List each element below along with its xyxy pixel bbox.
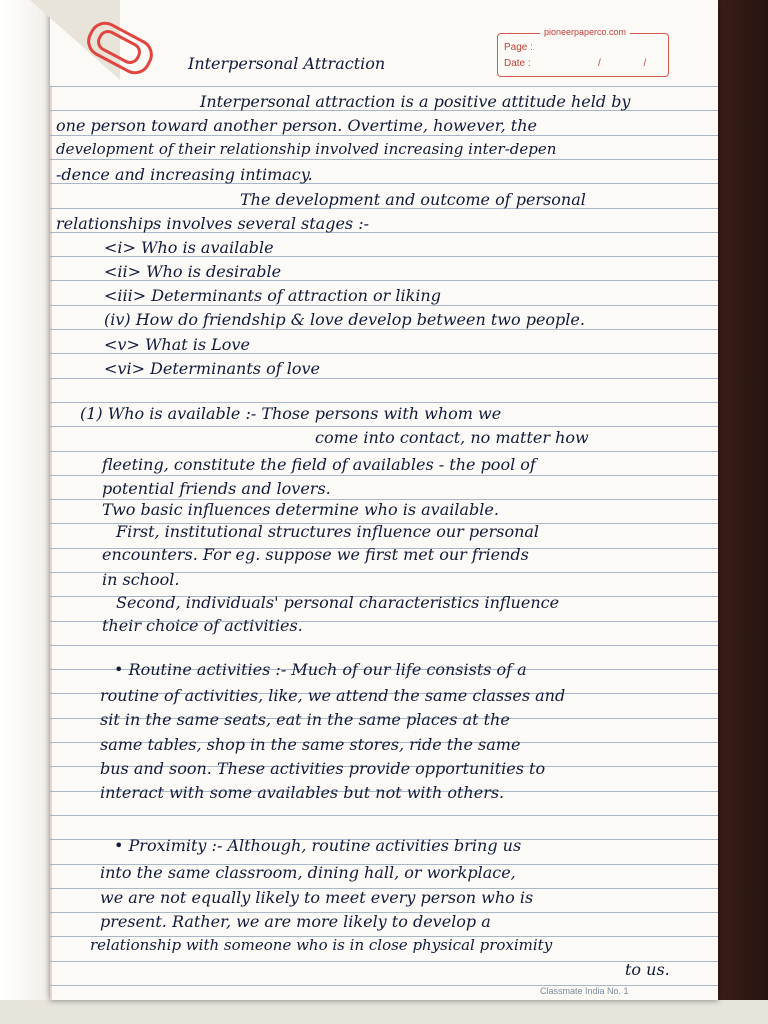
- background-left: [0, 0, 50, 1024]
- stamp-date-slashes: / /: [598, 58, 667, 69]
- text-line: interact with some availables but not with others.: [100, 783, 505, 802]
- ruled-line: [50, 815, 718, 816]
- background-right: [718, 0, 768, 1024]
- text-line: into the same classroom, dining hall, or workplace,: [100, 863, 516, 882]
- list-item: <i> Who is available: [104, 238, 274, 257]
- stamp-site: pioneerpaperco.com: [540, 27, 630, 37]
- background-bottom: [0, 1000, 768, 1024]
- ruled-line: [50, 402, 718, 403]
- ruled-line: [50, 645, 718, 646]
- text-line: to us.: [625, 960, 670, 979]
- list-item: <vi> Determinants of love: [104, 359, 320, 378]
- text-line: potential friends and lovers.: [102, 479, 331, 498]
- text-line: relationships involves several stages :-: [56, 214, 370, 233]
- text-line: present. Rather, we are more likely to develop a: [100, 912, 491, 931]
- page-date-stamp: [497, 27, 669, 77]
- ruled-line: [50, 86, 718, 87]
- notebook-page: [50, 0, 718, 1000]
- text-line: one person toward another person. Overtime, however, the: [56, 116, 537, 135]
- ruled-line: [50, 135, 718, 136]
- ruled-line: [50, 305, 718, 306]
- text-line: Second, individuals' personal characteristics influence: [116, 593, 560, 612]
- text-line: fleeting, constitute the field of availables - the pool of: [102, 455, 536, 474]
- stamp-date-label: Date :: [504, 58, 531, 69]
- ruled-line: [50, 378, 718, 379]
- text-line: sit in the same seats, eat in the same places at the: [100, 710, 510, 729]
- list-item: (iv) How do friendship & love develop between two people.: [104, 310, 585, 329]
- list-item: <ii> Who is desirable: [104, 262, 282, 281]
- text-line: encounters. For eg. suppose we first met our friends: [102, 545, 529, 564]
- page-title: Interpersonal Attraction: [188, 54, 386, 73]
- text-line: Two basic influences determine who is available.: [102, 500, 499, 519]
- stamp-page-label: Page :: [504, 42, 533, 53]
- text-line: same tables, shop in the same stores, ride the same: [100, 735, 521, 754]
- ruled-line: [50, 451, 718, 452]
- text-line: in school.: [102, 570, 180, 589]
- text-line: Interpersonal attraction is a positive attitude held by: [200, 92, 631, 111]
- section-heading-proximity: • Proximity :- Although, routine activities bring us: [114, 836, 522, 855]
- ruled-line: [50, 426, 718, 427]
- margin-line: [50, 86, 52, 1000]
- ruled-line: [50, 475, 718, 476]
- text-line: we are not equally likely to meet every person who is: [100, 888, 534, 907]
- text-line: -dence and increasing intimacy.: [56, 165, 313, 184]
- list-item: <v> What is Love: [104, 335, 250, 354]
- text-line: routine of activities, like, we attend the same classes and: [100, 686, 566, 705]
- section-heading-routine-activities: • Routine activities :- Much of our life consists of a: [114, 660, 527, 679]
- text-line: First, institutional structures influence our personal: [116, 522, 540, 541]
- ruled-line: [50, 961, 718, 962]
- text-line: bus and soon. These activities provide opportunities to: [100, 759, 546, 778]
- section-heading-who-is-available: (1) Who is available :- Those persons with whom we: [80, 404, 502, 423]
- text-line: relationship with someone who is in close physical proximity: [90, 936, 553, 954]
- text-line: their choice of activities.: [102, 616, 303, 635]
- page-footer: Classmate India No. 1: [540, 986, 629, 996]
- text-line: development of their relationship involved increasing inter-depen: [56, 140, 557, 158]
- text-line: The development and outcome of personal: [240, 190, 586, 209]
- ruled-line: [50, 329, 718, 330]
- list-item: <iii> Determinants of attraction or liking: [104, 286, 441, 305]
- ruled-line: [50, 159, 718, 160]
- text-line: come into contact, no matter how: [315, 428, 589, 447]
